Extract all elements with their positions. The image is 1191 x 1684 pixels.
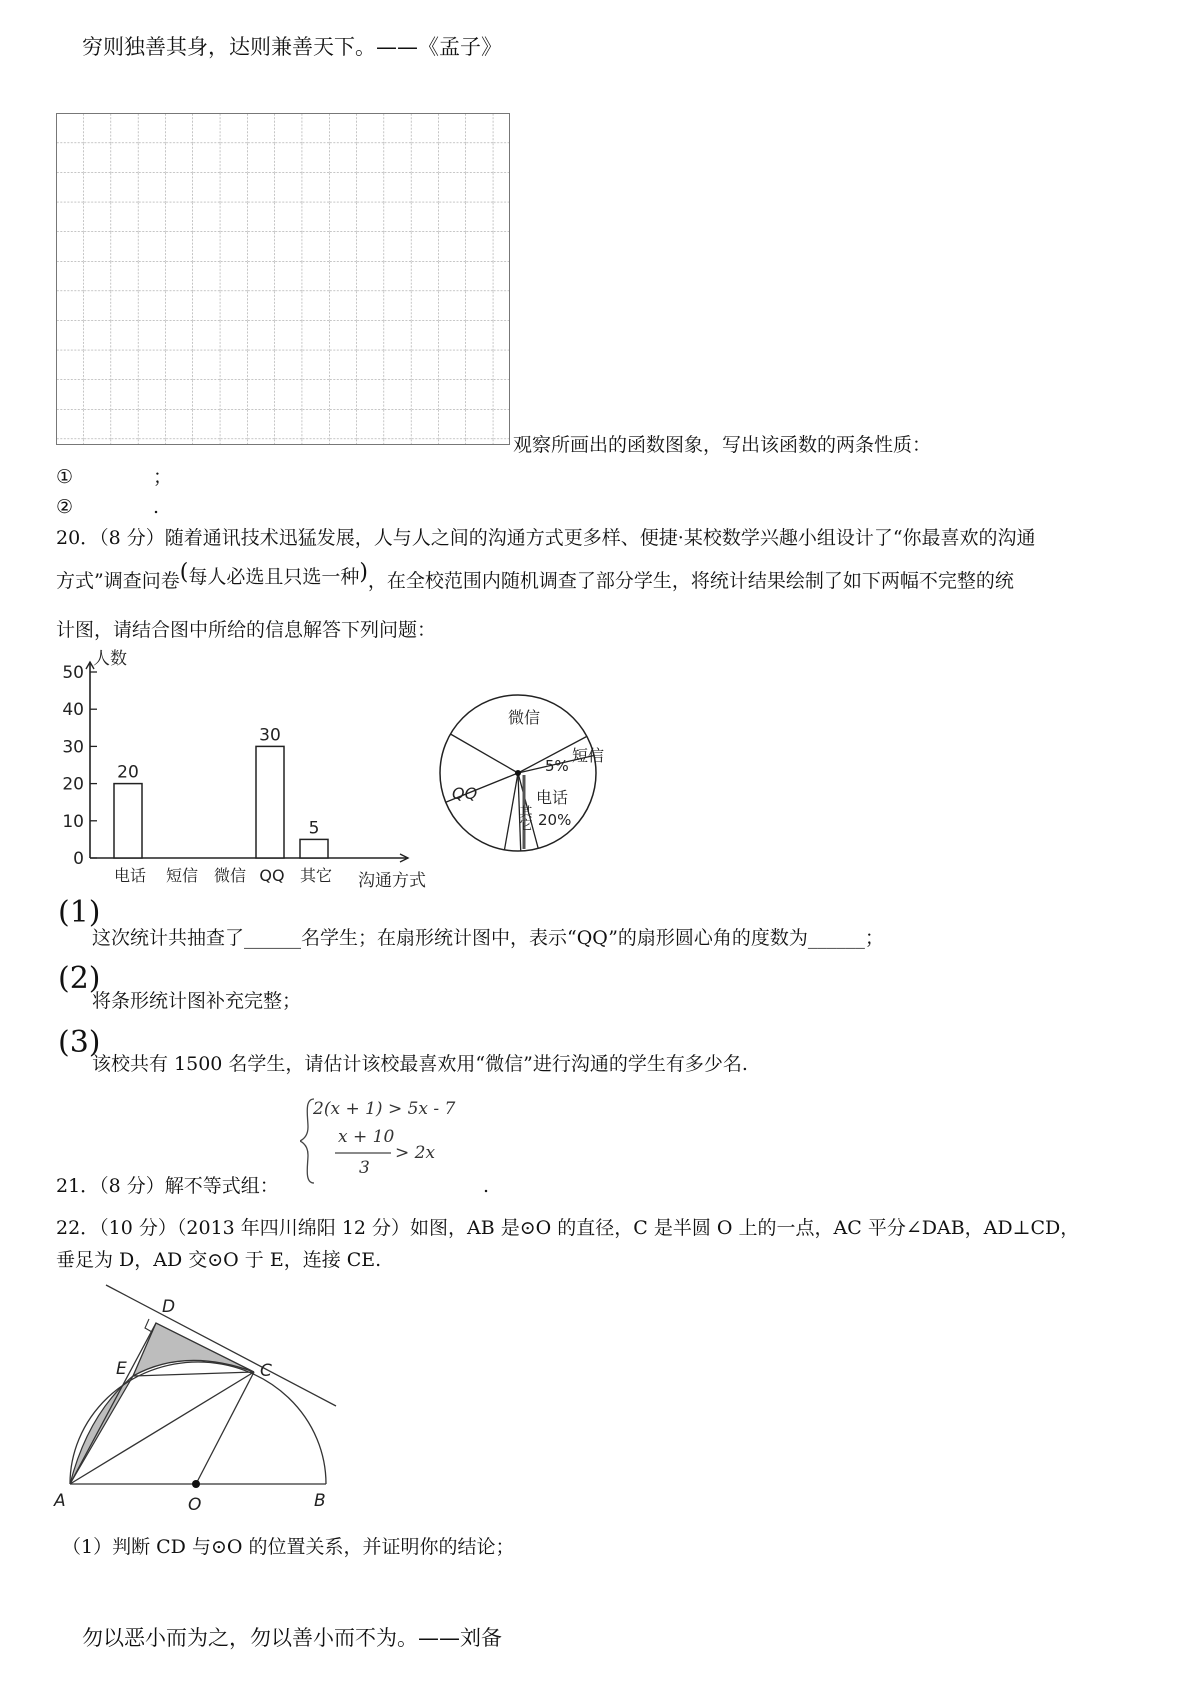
point-label-a: A: [54, 1491, 66, 1511]
answer-item-2-marker: ②: [56, 496, 74, 518]
q20-line-2-c: ，在全校范围内随机调查了部分学生，将统计结果绘制了如下两幅不完整的统: [367, 570, 1014, 592]
geometry-figure: [48, 1280, 348, 1520]
x-tick-label: 短信: [165, 866, 199, 885]
q22-line-1: 22．（10 分）（2013 年四川绵阳 12 分）如图，AB 是⊙O 的直径，C 是半圆 O 上的一点，AC 平分∠DAB，AD⊥CD，: [56, 1217, 1080, 1239]
inequality-2-rhs: > 2x: [395, 1143, 436, 1163]
q20-line-2-b: 每人必选且只选一种: [188, 566, 360, 588]
pie-percent-sms: 5%: [545, 757, 569, 775]
point-label-d: D: [162, 1297, 176, 1317]
sub-3-marker: (3): [58, 1025, 101, 1060]
bar-value-label: 20: [117, 762, 139, 783]
paren-close: ): [359, 560, 368, 585]
q22-sub-1: （1）判断 CD 与⊙O 的位置关系，并证明你的结论；: [62, 1536, 515, 1558]
answer-item-1-marker: ①: [56, 466, 74, 488]
bar: [300, 839, 328, 858]
header-quote: 穷则独善其身，达则兼善天下。——《孟子》: [82, 35, 502, 59]
sub-3-text: 该校共有 1500 名学生，请估计该校最喜欢用“微信”进行沟通的学生有多少名.: [92, 1053, 748, 1075]
inequality-1: 2(x + 1) > 5x - 7: [313, 1099, 456, 1119]
y-axis-label: 人数: [93, 649, 127, 669]
point-label-o: O: [188, 1495, 202, 1515]
pie-percent-phone: 20%: [538, 811, 572, 829]
coordinate-grid: [56, 113, 510, 445]
pie-label-sms: 短信: [572, 746, 605, 765]
q20-line-2-a: 方式”调查问卷: [56, 570, 180, 592]
bar-value-label: 30: [259, 725, 281, 746]
pie-label-other: 其它: [516, 805, 532, 831]
bar: [114, 784, 142, 858]
x-tick-label: 电话: [113, 866, 147, 885]
q20-line-1: 20．（8 分）随着通讯技术迅猛发展，人与人之间的沟通方式更多样、便捷·某校数学兴趣小组设计了“你最喜欢的沟通: [56, 527, 1036, 549]
paren-open: (: [179, 560, 189, 585]
y-tick-label: 30: [62, 737, 84, 758]
pie-label-wechat: 微信: [508, 708, 541, 727]
q22-line-2: 垂足为 D，AD 交⊙O 于 E，连接 CE.: [56, 1249, 382, 1271]
bar: [256, 746, 284, 858]
point-label-e: E: [116, 1359, 127, 1379]
sub-2-text: 将条形统计图补充完整；: [92, 990, 302, 1012]
bar-chart: [48, 644, 458, 889]
q21-end: .: [483, 1175, 490, 1197]
answer-item-2-end: .: [153, 496, 160, 518]
q20-line-3: 计图，请结合图中所给的信息解答下列问题：: [56, 619, 437, 641]
x-tick-label: QQ: [259, 866, 285, 885]
pie-center: [515, 770, 521, 776]
y-tick-label: 0: [73, 849, 84, 869]
x-tick-label: 微信: [213, 866, 247, 885]
sub-1-marker: (1): [58, 895, 101, 930]
bar-value-label: 5: [308, 818, 320, 839]
x-tick-label: 其它: [299, 866, 333, 885]
center-point: [192, 1480, 200, 1488]
pie-label-qq: QQ: [452, 784, 478, 803]
observe-text: 观察所画出的函数图象，写出该函数的两条性质：: [513, 434, 932, 456]
inequality-2-denominator: 3: [359, 1158, 370, 1178]
inequality-2-numerator: x + 10: [338, 1127, 395, 1147]
y-tick-label: 10: [62, 811, 84, 832]
y-tick-label: 50: [62, 663, 84, 683]
footer-quote: 勿以恶小而为之，勿以善小而不为。——刘备: [82, 1626, 502, 1650]
answer-item-1-end: ；: [153, 466, 173, 488]
sub-1-text: 这次统计共抽查了______名学生；在扇形统计图中，表示“QQ”的扇形圆心角的度数为______；: [92, 927, 884, 949]
q20-line-2: [56, 560, 1014, 593]
y-tick-label: 20: [62, 774, 84, 795]
x-axis-label: 沟通方式: [358, 871, 426, 889]
y-tick-label: 40: [62, 700, 84, 721]
point-label-c: C: [260, 1361, 272, 1381]
pie-chart: [436, 685, 626, 860]
pie-label-phone: 电话: [536, 788, 569, 807]
point-label-b: B: [314, 1491, 326, 1511]
q21-text: 21．（8 分）解不等式组：: [56, 1175, 279, 1197]
sub-2-marker: (2): [58, 961, 101, 996]
